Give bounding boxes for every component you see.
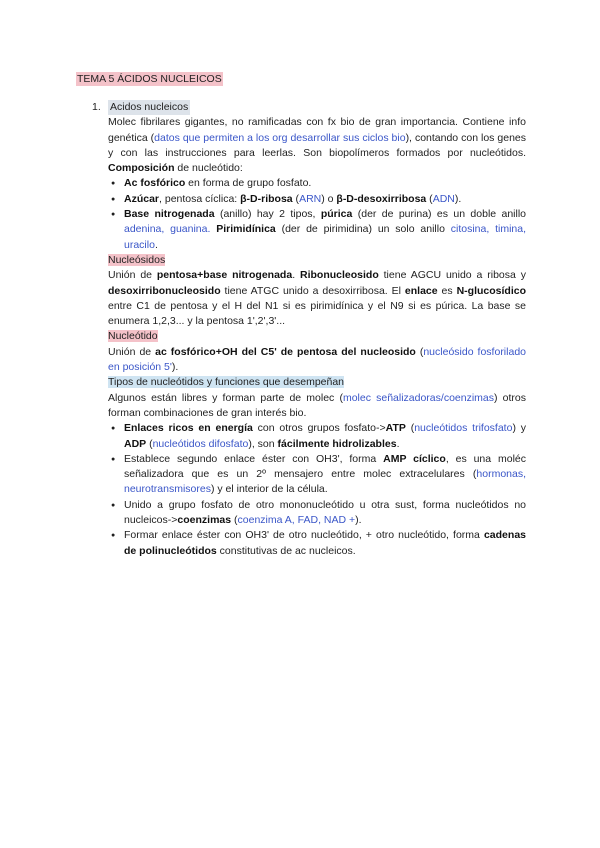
subheading-nucleosidos: Nucleósidos xyxy=(108,253,166,266)
keyword: Composición xyxy=(108,162,175,175)
list-item: ● Formar enlace éster con OH3' de otro nucleótido, + otro nucleótido, forma cadenas de polinucleótidos constitutivas de ac nucleicos. xyxy=(108,528,526,559)
composition-list xyxy=(108,176,526,252)
document-content xyxy=(92,100,526,559)
subheading-tipos: Tipos de nucleótidos y funciones que desempeñan xyxy=(108,376,345,389)
section-heading-row xyxy=(92,100,526,115)
list-item: ● Azúcar, pentosa cíclica: β-D-ribosa (ARN) o β-D-desoxirribosa (ADN). xyxy=(108,192,526,207)
intro-paragraph: Molec fibrilares gigantes, no ramificadas con fx bio de gran importancia. Contiene info genética (datos que permiten a los org desarrollar sus ciclos bio), contando con los genes y con las instrucciones para leerlas. Son biopolímeros formados por nucleótidos. Composición de nucleótido: xyxy=(108,116,526,175)
section-heading: Acidos nucleicos xyxy=(108,100,190,115)
tipos-paragraph: Algunos están libres y forman parte de molec (molec señalizadoras/coenzimas) otros forman combinaciones de gran interés bio. xyxy=(108,391,527,419)
list-item: ● Enlaces ricos en energía con otros grupos fosfato->ATP (nucleótidos trifosfato) y ADP (nucleótidos difosfato), son fácilmente hidrolizables. xyxy=(108,421,526,452)
section-number: 1. xyxy=(92,101,101,113)
nucleotido-paragraph: Unión de ac fosfórico+OH del C5' de pentosa del nucleosido (nucleósido fosforilado en posición 5'). xyxy=(108,345,526,374)
list-item: ● Establece segundo enlace éster con OH3', forma AMP cíclico, es una moléc señalizadora que es un 2º mensajero entre molec extracelulares (hormonas, neurotransmisores) y el interior de la célula. xyxy=(108,452,526,498)
list-item: ● Base nitrogenada (anillo) hay 2 tipos, púrica (der de purina) es un doble anillo adenina, guanina. Pirimidínica (der de pirimidina) un solo anillo citosina, timina, uracilo. xyxy=(108,207,526,253)
subheading-nucleotido: Nucleótido xyxy=(108,330,158,343)
list-item: ● Unido a grupo fosfato de otro mononucleótido u otra sust, forma nucleótidos no nucleicos->coenzimas (coenzima A, FAD, NAD +). xyxy=(108,498,526,529)
blue-text: datos que permiten a los org desarrollar sus ciclos bio xyxy=(154,131,406,144)
list-item: ● Ac fosfórico en forma de grupo fosfato. xyxy=(108,176,526,191)
document-title: TEMA 5 ÁCIDOS NUCLEICOS xyxy=(77,73,222,85)
tipos-list xyxy=(108,421,526,559)
section-body xyxy=(92,115,526,559)
nucleosidos-paragraph: Unión de pentosa+base nitrogenada. Ribonucleosido tiene AGCU unido a ribosa y desoxirribonucleosido tiene ATGC unido a desoxirribosa. El enlace es N-glucosídico entre C1 de pentosa y el H del N1 si es pirimidínica y el N9 si es púrica. La base se enumera 1,2,3... y la pentosa 1',2',3'... xyxy=(108,269,526,328)
